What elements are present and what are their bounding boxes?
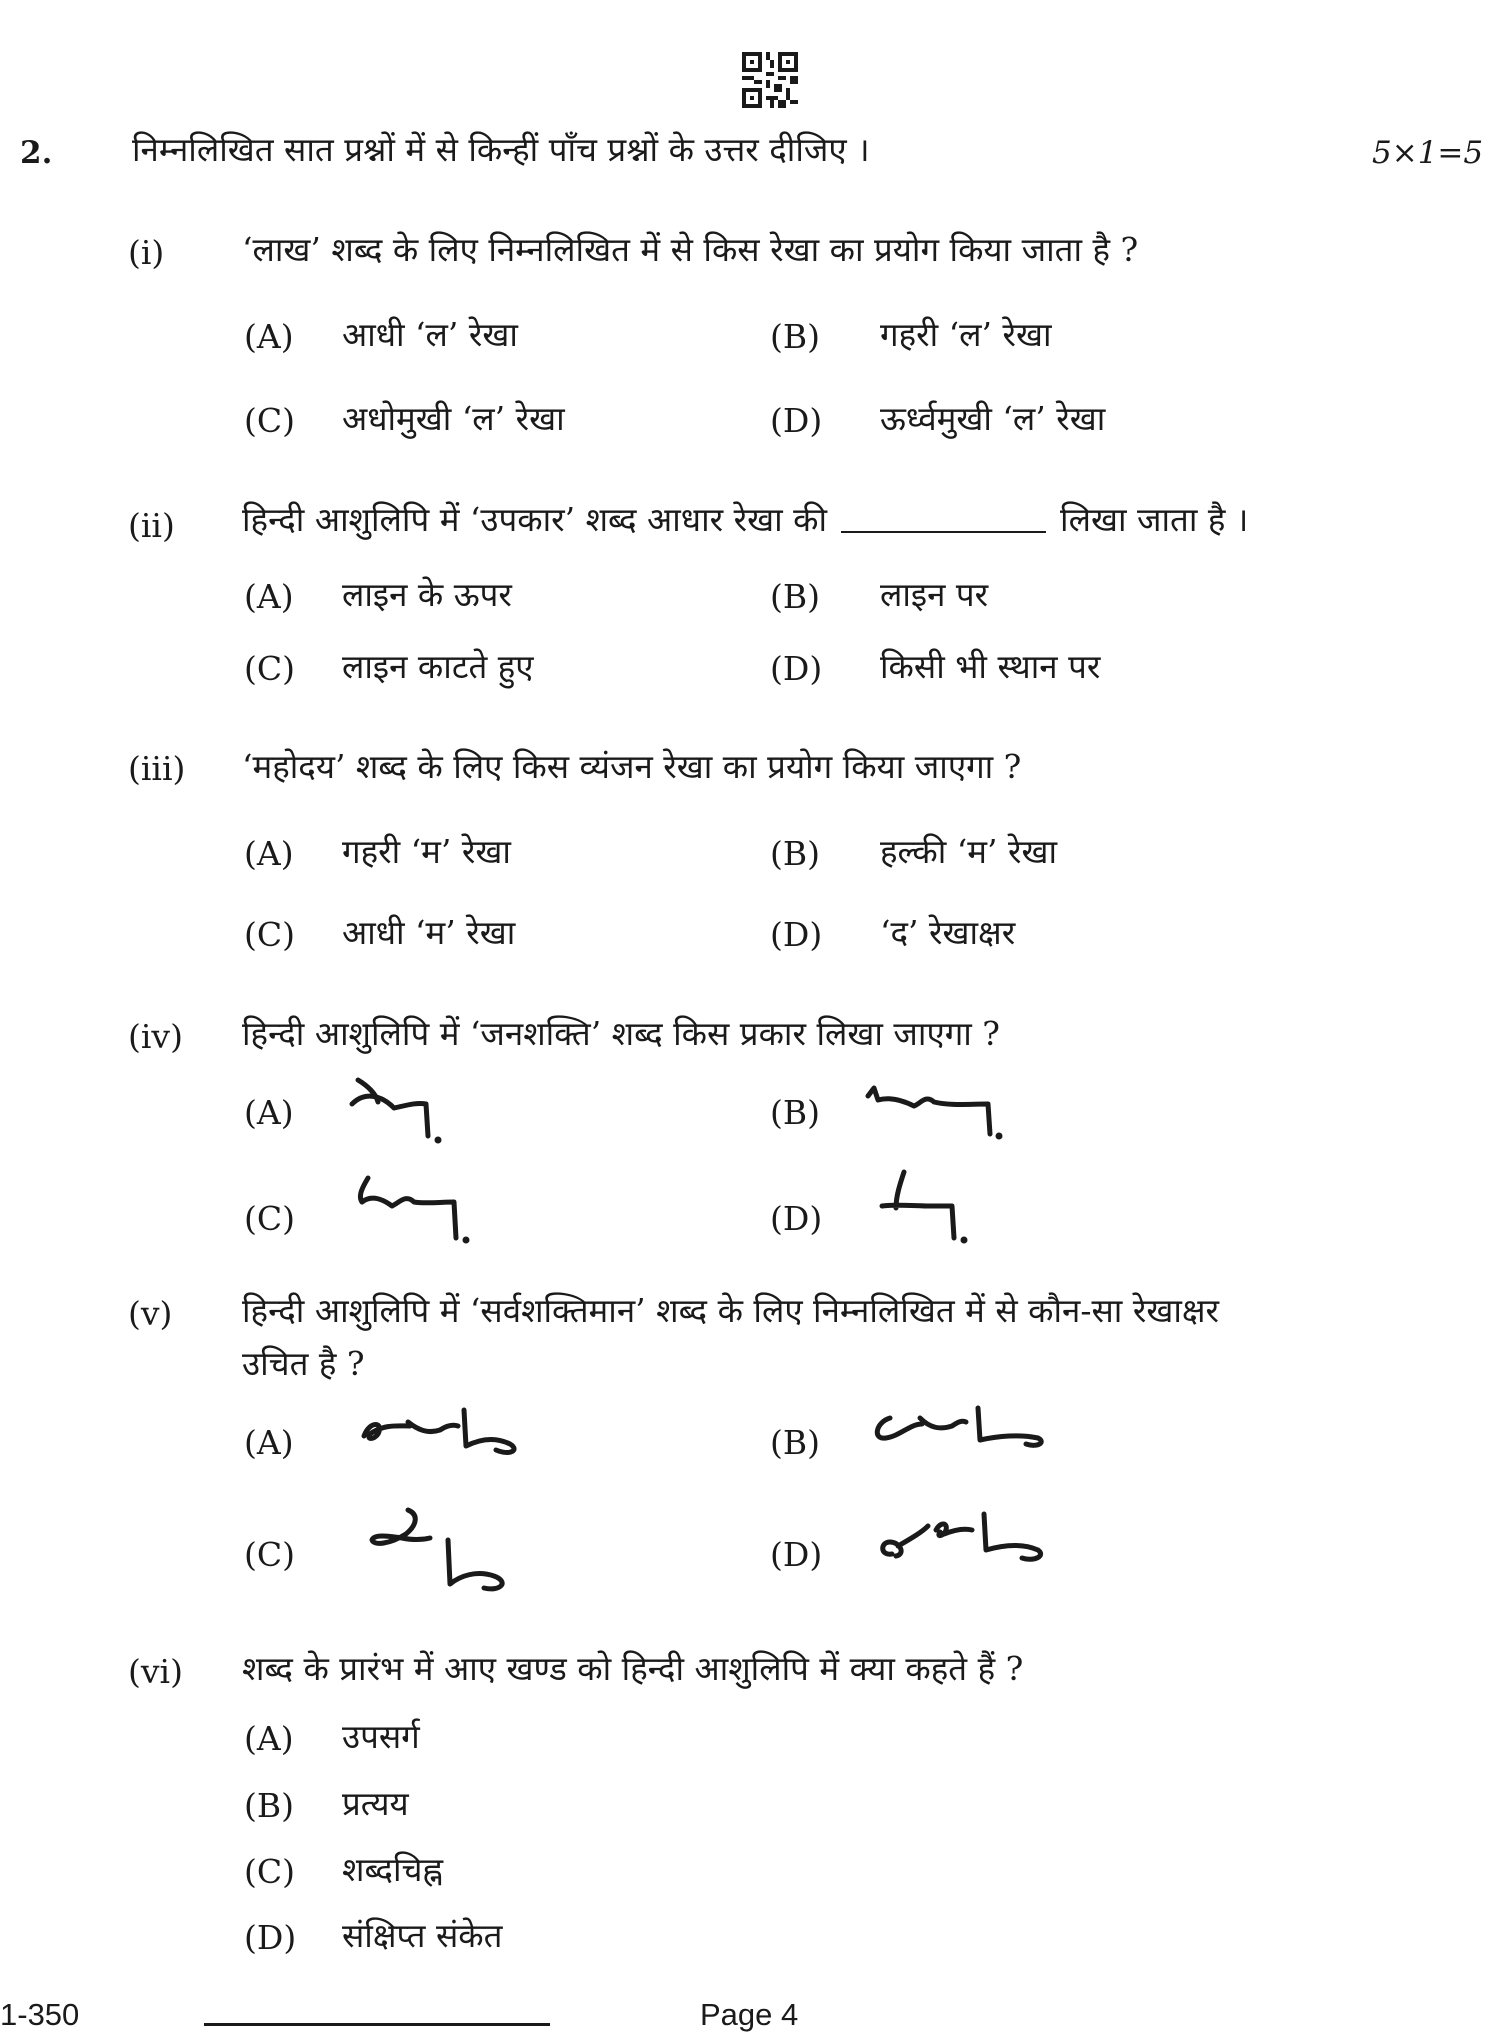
option-label: (A) bbox=[244, 1423, 294, 1462]
question-text-part1: हिन्दी आशुलिपि में ‘उपकार’ शब्द आधार रेखा की bbox=[242, 500, 828, 539]
question-label: (ii) bbox=[128, 506, 175, 545]
option-label: (B) bbox=[770, 1093, 820, 1132]
option-text: ‘द’ रेखाक्षर bbox=[880, 913, 1016, 952]
option-text: प्रत्यय bbox=[342, 1784, 409, 1823]
option-label: (B) bbox=[770, 577, 820, 616]
option-text: लाइन पर bbox=[880, 575, 989, 614]
option-text: संक्षिप्त संकेत bbox=[342, 1916, 503, 1955]
question-text: ‘लाख’ शब्द के लिए निम्नलिखित में से किस रेखा का प्रयोग किया जाता है ? bbox=[242, 230, 1139, 269]
option-label: (C) bbox=[244, 915, 295, 954]
shorthand-outline-icon bbox=[862, 1076, 1012, 1156]
question-label: (iii) bbox=[128, 749, 186, 788]
option-text: किसी भी स्थान पर bbox=[880, 647, 1101, 686]
option-label: (A) bbox=[244, 1093, 294, 1132]
question-label: (iv) bbox=[128, 1017, 183, 1056]
paper-code: 1-350 bbox=[0, 1997, 80, 2032]
question-text-line2: उचित है ? bbox=[242, 1344, 365, 1383]
instruction-text: निम्नलिखित सात प्रश्नों में से किन्हीं पाँच प्रश्नों के उत्तर दीजिए । bbox=[132, 130, 870, 169]
option-label: (D) bbox=[244, 1918, 297, 1957]
option-label: (D) bbox=[770, 649, 823, 688]
question-label: (v) bbox=[128, 1294, 173, 1333]
footer-divider bbox=[204, 2023, 550, 2026]
question-text-line1: हिन्दी आशुलिपि में ‘सर्वशक्तिमान’ शब्द के लिए निम्नलिखित में से कौन-सा रेखाक्षर bbox=[242, 1291, 1220, 1330]
option-label: (D) bbox=[770, 915, 823, 954]
option-text: ऊर्ध्वमुखी ‘ल’ रेखा bbox=[880, 399, 1106, 438]
option-label: (A) bbox=[244, 317, 294, 356]
page-number: Page 4 bbox=[700, 1997, 799, 2032]
option-label: (C) bbox=[244, 1535, 295, 1574]
option-text: गहरी ‘म’ रेखा bbox=[342, 832, 511, 871]
option-text: आधी ‘म’ रेखा bbox=[342, 913, 516, 952]
shorthand-outline-icon bbox=[364, 1500, 534, 1600]
shorthand-outline-icon bbox=[870, 1400, 1070, 1470]
question-text: हिन्दी आशुलिपि में ‘जनशक्ति’ शब्द किस प्रकार लिखा जाएगा ? bbox=[242, 1014, 1001, 1053]
option-text: हल्की ‘म’ रेखा bbox=[880, 832, 1058, 871]
option-text: लाइन काटते हुए bbox=[342, 647, 534, 686]
option-label: (B) bbox=[770, 317, 820, 356]
option-label: (C) bbox=[244, 1199, 295, 1238]
shorthand-outline-icon bbox=[874, 1500, 1064, 1590]
option-text: लाइन के ऊपर bbox=[342, 575, 512, 614]
option-label: (D) bbox=[770, 1535, 823, 1574]
option-label: (B) bbox=[770, 1423, 820, 1462]
shorthand-outline-icon bbox=[360, 1400, 550, 1470]
option-label: (B) bbox=[770, 834, 820, 873]
option-text: अधोमुखी ‘ल’ रेखा bbox=[342, 399, 565, 438]
shorthand-outline-icon bbox=[350, 1076, 460, 1156]
option-label: (C) bbox=[244, 1852, 295, 1891]
option-text: शब्दचिह्न bbox=[342, 1850, 443, 1889]
question-label: (vi) bbox=[128, 1652, 183, 1691]
qr-code-icon bbox=[742, 52, 798, 108]
option-text: आधी ‘ल’ रेखा bbox=[342, 315, 518, 354]
question-text: शब्द के प्रारंभ में आए खण्ड को हिन्दी आशुलिपि में क्या कहते हैं ? bbox=[242, 1649, 1024, 1688]
question-number: 2. bbox=[20, 135, 53, 171]
option-label: (D) bbox=[770, 401, 823, 440]
shorthand-outline-icon bbox=[878, 1168, 988, 1252]
question-text: ‘महोदय’ शब्द के लिए किस व्यंजन रेखा का प्रयोग किया जाएगा ? bbox=[242, 747, 1022, 786]
option-label: (D) bbox=[770, 1199, 823, 1238]
shorthand-outline-icon bbox=[354, 1172, 484, 1252]
marks-allocation: 5×1=5 bbox=[1372, 135, 1484, 171]
option-label: (A) bbox=[244, 834, 294, 873]
option-text: उपसर्ग bbox=[342, 1717, 420, 1756]
option-label: (C) bbox=[244, 649, 295, 688]
question-label: (i) bbox=[128, 233, 165, 272]
question-text bbox=[242, 500, 1249, 539]
option-label: (A) bbox=[244, 577, 294, 616]
option-text: गहरी ‘ल’ रेखा bbox=[880, 315, 1052, 354]
option-label: (C) bbox=[244, 401, 295, 440]
option-label: (A) bbox=[244, 1719, 294, 1758]
question-text-part2: लिखा जाता है । bbox=[1060, 500, 1249, 539]
answer-blank bbox=[841, 531, 1046, 533]
option-label: (B) bbox=[244, 1786, 294, 1825]
